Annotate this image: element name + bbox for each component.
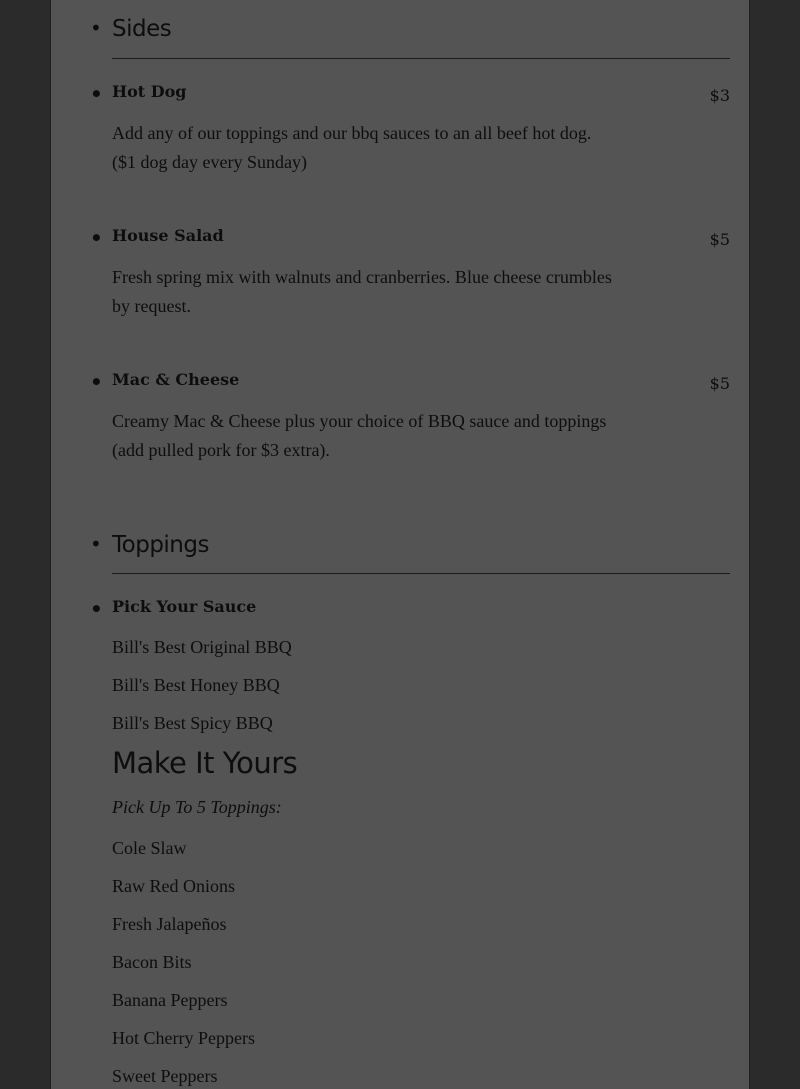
sides-divider bbox=[112, 58, 730, 59]
sauce-option: Bill's Best Spicy BBQ bbox=[112, 713, 273, 733]
make-it-yours-heading: Make It Yours bbox=[112, 746, 298, 780]
topping-option: Cole Slaw bbox=[112, 838, 187, 858]
menu-item-price-mac-cheese: $5 bbox=[709, 374, 730, 393]
menu-item-description-mac-cheese: Creamy Mac & Cheese plus your choice of BBQ sauce and toppings (add pulled pork for $3 extra). bbox=[112, 411, 607, 460]
item-name-text: Mac & Cheese bbox=[112, 370, 240, 389]
topping-option: Hot Cherry Peppers bbox=[112, 1028, 255, 1048]
menu-item-description-house-salad: Fresh spring mix with walnuts and cranberries. Blue cheese crumbles by request. bbox=[112, 267, 612, 316]
topping-option: Fresh Jalapeños bbox=[112, 914, 227, 934]
menu-item-description-hot-dog: Add any of our toppings and our bbq sauces to an all beef hot dog. ($1 dog day every Sunday) bbox=[112, 123, 592, 172]
sides-section-title bbox=[90, 16, 172, 42]
topping-option: Bacon Bits bbox=[112, 952, 192, 972]
menu-item-name-hot-dog bbox=[90, 82, 187, 106]
menu-page bbox=[50, 0, 750, 1089]
pick-toppings-prompt: Pick Up To 5 Toppings: bbox=[112, 797, 282, 817]
toppings-section-title bbox=[90, 532, 209, 558]
topping-option: Raw Red Onions bbox=[112, 876, 235, 896]
menu-item-price-hot-dog: $3 bbox=[709, 86, 730, 105]
menu-item-price-house-salad: $5 bbox=[709, 230, 730, 249]
menu-item-name-house-salad bbox=[90, 226, 224, 250]
bullet-icon: • bbox=[90, 532, 102, 556]
pick-your-sauce-text: Pick Your Sauce bbox=[112, 597, 257, 616]
topping-option: Banana Peppers bbox=[112, 990, 228, 1010]
bullet-icon: • bbox=[90, 82, 103, 106]
sauce-option: Bill's Best Original BBQ bbox=[112, 637, 292, 657]
menu-item-name-mac-cheese bbox=[90, 370, 240, 394]
bullet-icon: • bbox=[90, 226, 103, 250]
topping-option: Sweet Peppers bbox=[112, 1066, 218, 1086]
pick-your-sauce-heading bbox=[90, 597, 257, 621]
item-name-text: House Salad bbox=[112, 226, 224, 245]
bullet-icon: • bbox=[90, 370, 103, 394]
sauce-option: Bill's Best Honey BBQ bbox=[112, 675, 280, 695]
item-name-text: Hot Dog bbox=[112, 82, 187, 101]
toppings-divider bbox=[112, 573, 730, 574]
toppings-title-text: Toppings bbox=[112, 532, 209, 558]
bullet-icon: • bbox=[90, 597, 103, 621]
bullet-icon: • bbox=[90, 16, 102, 40]
sides-title-text: Sides bbox=[112, 16, 172, 42]
